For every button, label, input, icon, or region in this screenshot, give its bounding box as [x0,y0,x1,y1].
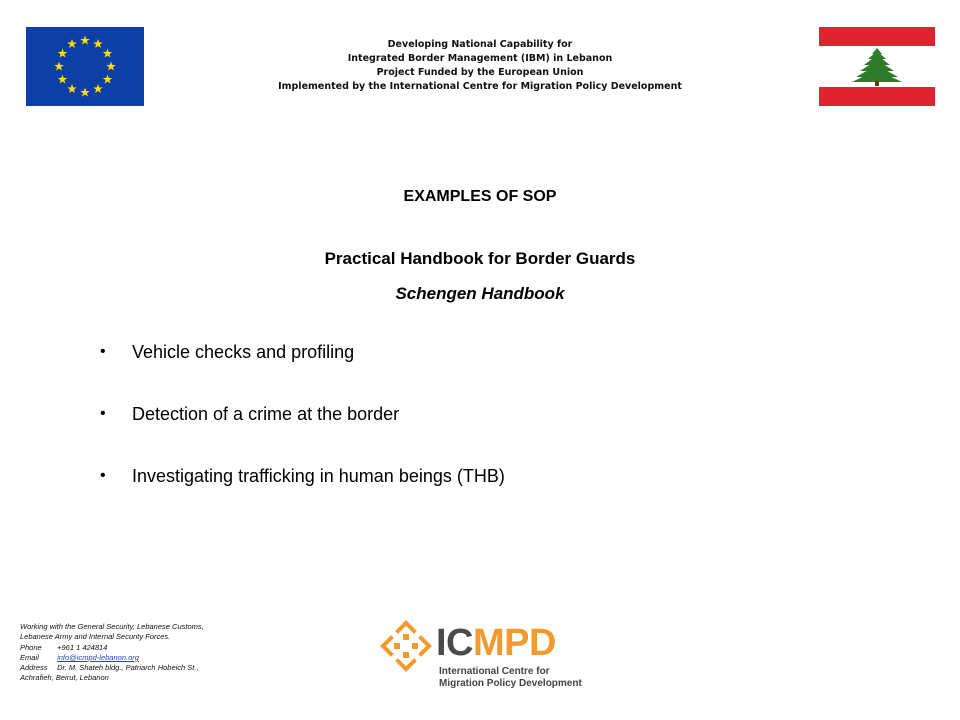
handbook-title: Practical Handbook for Border Guards [324,249,636,268]
phone-row [20,643,204,653]
list-item [100,463,505,525]
bullet-text: Detection of a crime at the border [132,404,400,424]
tagline-line-1: International Centre for [439,666,550,677]
header-line-2: Integrated Border Management (IBM) in Lebanon [347,53,613,64]
cedar-flag-icon [819,27,935,106]
slide-heading: EXAMPLES OF SOP [403,188,557,205]
bullet-text: Investigating trafficking in human beings (THB) [132,466,505,486]
icmpd-tagline [439,666,582,690]
icmpd-wordmark [436,621,556,665]
footer-line-1: Working with the General Security, Lebanese Customs, [20,622,204,631]
email-label: Email [20,652,39,662]
wordmark-ic: IC [436,622,473,664]
icmpd-logo [380,620,600,700]
eu-flag [26,27,144,106]
address-line-2: Achrafieh, Beirut, Lebanon [20,673,109,683]
header-line-1: Developing National Capability for [387,39,573,50]
email-row [20,653,204,663]
bullet-icon: • [100,343,106,360]
contact-footer [20,622,204,684]
phone-value: +961 1 424814 [57,642,108,652]
address-label: Address [20,663,48,673]
eu-stars-icon [26,27,144,106]
address-row [20,663,204,673]
footer-line-2: Lebanese Army and Internal Security Forces. [20,632,171,642]
wordmark-mpd: MPD [473,622,556,664]
list-item [100,401,505,463]
header-line-4: Implemented by the International Centre for Migration Policy Development [278,81,682,92]
project-header [230,38,730,94]
tagline-line-2: Migration Policy Development [439,678,582,689]
bullet-icon: • [100,467,106,484]
phone-label: Phone [20,642,42,652]
handbook-subtitle: Schengen Handbook [395,284,565,303]
bullet-icon: • [100,405,106,422]
lebanon-flag [819,27,935,106]
bullet-text: Vehicle checks and profiling [132,342,355,362]
email-link[interactable]: info@icmpd-lebanon.org [57,652,139,662]
icmpd-arrows-icon [380,620,432,672]
header-line-3: Project Funded by the European Union [376,67,584,78]
address-value: Dr. M. Shateh bldg., Patriarch Hobeich St., [57,663,199,673]
list-item [100,339,505,401]
bullet-list [100,339,505,525]
